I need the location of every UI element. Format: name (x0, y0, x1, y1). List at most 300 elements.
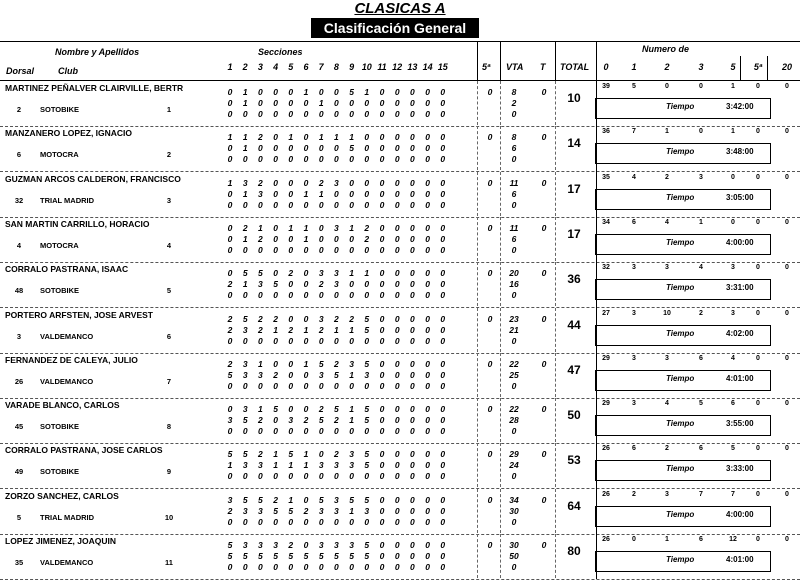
rider-club: TRIAL MADRID (40, 195, 95, 205)
section-score: 0 (273, 87, 278, 97)
vta-value: 50 (509, 551, 519, 561)
section-score: 0 (303, 98, 309, 108)
section-score: 0 (288, 143, 294, 154)
section-score: 0 (318, 562, 324, 572)
section-score: 2 (334, 449, 339, 460)
section-score: 0 (334, 471, 339, 482)
numero-value: 12 (729, 536, 737, 543)
t-value: 0 (541, 313, 547, 324)
section-score: 1 (273, 449, 278, 460)
section-score: 3 (258, 188, 263, 199)
section-score: 2 (318, 177, 324, 188)
rider-dorsal: 32 (14, 195, 24, 205)
tiempo-value: 3:33:00 (726, 464, 754, 474)
total-value: 47 (567, 362, 581, 377)
column-divider (477, 81, 478, 125)
section-score: 0 (425, 244, 430, 255)
section-header-7: 7 (318, 62, 324, 72)
section-score: 0 (273, 132, 278, 143)
section-score: 0 (440, 233, 446, 244)
section-score: 0 (227, 516, 233, 527)
section-score: 0 (425, 426, 430, 437)
section-score: 0 (349, 199, 354, 210)
numero-value: 0 (699, 83, 703, 90)
t-value: 0 (541, 540, 547, 550)
section-score: 5 (364, 551, 370, 561)
section-score: 0 (318, 222, 324, 233)
section-score: 0 (410, 324, 415, 335)
numero-block-divider (596, 81, 597, 579)
section-score: 1 (242, 132, 248, 143)
column-divider (500, 262, 501, 306)
section-score: 1 (303, 87, 309, 97)
section-score: 0 (394, 177, 400, 188)
section-score: 5 (242, 494, 248, 505)
section-score: 5 (242, 551, 248, 561)
section-score: 0 (425, 233, 430, 244)
section-score: 0 (440, 154, 446, 165)
section-score: 1 (288, 222, 294, 233)
section-header-5: 5 (288, 62, 294, 72)
section-score: 0 (410, 87, 415, 97)
column-divider (555, 443, 556, 487)
section-score: 0 (364, 380, 370, 391)
quinta-value: 0 (487, 494, 493, 505)
numero-value: 0 (632, 536, 636, 543)
section-header-10: 10 (361, 62, 372, 72)
tiempo-value: 3:55:00 (726, 419, 754, 429)
section-score: 0 (364, 132, 370, 143)
section-score: 3 (258, 460, 263, 471)
section-header-1: 1 (227, 62, 233, 72)
section-score: 1 (303, 233, 309, 244)
section-score: 0 (394, 268, 400, 279)
section-score: 0 (379, 551, 385, 561)
section-score: 0 (318, 154, 324, 165)
section-score: 0 (334, 516, 339, 527)
section-score: 0 (303, 471, 309, 482)
column-divider (500, 443, 501, 487)
section-score: 0 (273, 98, 278, 108)
quinta-value: 0 (487, 540, 493, 550)
t-value: 0 (541, 177, 547, 188)
section-score: 0 (394, 290, 400, 301)
numero-value: 3 (632, 264, 636, 272)
column-divider (500, 308, 501, 352)
section-score: 3 (334, 177, 339, 188)
rider-club: SOTOBIKE (40, 105, 80, 114)
section-score: 0 (258, 98, 263, 108)
section-score: 0 (364, 143, 370, 154)
tiempo-label: Tiempo (666, 192, 695, 202)
section-score: 2 (227, 505, 233, 516)
section-score: 0 (425, 562, 430, 572)
section-score: 5 (242, 313, 248, 324)
section-score: 3 (334, 505, 339, 516)
section-score: 0 (258, 290, 263, 301)
numero-value: 3 (731, 309, 735, 317)
column-divider (555, 534, 556, 578)
section-score: 1 (349, 268, 354, 279)
vta-value: 0 (511, 516, 517, 527)
section-score: 0 (425, 188, 430, 199)
column-divider (477, 262, 478, 306)
section-score: 0 (425, 335, 430, 346)
column-divider (500, 126, 501, 170)
vta-value: 11 (509, 177, 519, 188)
section-score: 0 (273, 358, 278, 369)
column-divider (477, 489, 478, 533)
section-score: 5 (258, 551, 263, 561)
section-score: 0 (379, 87, 385, 97)
tiempo-label: Tiempo (666, 555, 695, 564)
section-score: 1 (258, 222, 263, 233)
rider-position: 7 (166, 376, 172, 386)
vta-value: 0 (511, 290, 517, 301)
section-score: 3 (258, 369, 263, 380)
section-score: 0 (394, 540, 400, 550)
section-score: 3 (242, 369, 248, 380)
section-score: 0 (410, 358, 415, 369)
section-score: 0 (440, 98, 446, 108)
section-score: 0 (425, 449, 430, 460)
section-score: 0 (379, 279, 385, 290)
section-score: 0 (242, 516, 248, 527)
column-divider (477, 353, 478, 397)
numero-value: 1 (731, 83, 735, 90)
section-score: 0 (303, 540, 309, 550)
column-divider (500, 217, 501, 261)
section-score: 2 (334, 415, 339, 426)
header-divider (596, 42, 597, 80)
numero-value: 39 (602, 83, 610, 90)
section-score: 0 (318, 426, 324, 437)
section-score: 0 (273, 426, 278, 437)
section-score: 0 (394, 222, 400, 233)
vta-value: 0 (511, 380, 517, 391)
section-score: 0 (410, 426, 415, 437)
section-score: 0 (303, 404, 309, 415)
rider-name: CORRALO PASTRANA, JOSE CARLOS (5, 445, 163, 456)
section-score: 2 (258, 132, 263, 143)
rider-club: MOTOCRA (40, 150, 79, 160)
tiempo-box (595, 460, 771, 481)
section-score: 1 (303, 222, 309, 233)
section-score: 0 (425, 460, 430, 471)
rider-position: 1 (166, 105, 172, 114)
section-score: 1 (242, 233, 248, 244)
numero-value: 6 (699, 354, 703, 362)
section-score: 0 (394, 244, 400, 255)
section-score: 0 (394, 426, 400, 437)
section-score: 1 (318, 98, 324, 108)
section-score: 2 (334, 358, 339, 369)
section-score: 0 (410, 313, 415, 324)
section-score: 0 (440, 551, 446, 561)
section-score: 0 (394, 471, 400, 482)
section-score: 3 (334, 279, 339, 290)
section-score: 5 (318, 415, 324, 426)
column-divider (555, 217, 556, 261)
numero-value: 29 (602, 400, 610, 408)
section-score: 1 (349, 132, 354, 143)
vta-value: 6 (511, 233, 517, 244)
section-score: 0 (410, 369, 415, 380)
section-score: 1 (364, 268, 370, 279)
numero-header-1: 0 (603, 62, 609, 72)
section-score: 0 (379, 516, 385, 527)
numero-value: 0 (665, 83, 669, 90)
numero-value: 35 (602, 173, 610, 181)
tiempo-value: 4:00:00 (726, 237, 754, 247)
rider-row (0, 443, 800, 489)
section-score: 0 (440, 244, 446, 255)
section-score: 0 (288, 335, 294, 346)
section-score: 0 (394, 449, 400, 460)
numero-value: 0 (756, 445, 760, 453)
rider-row (0, 262, 800, 308)
section-score: 1 (349, 324, 354, 335)
vta-value: 25 (509, 369, 519, 380)
section-score: 0 (364, 154, 370, 165)
section-score: 0 (318, 233, 324, 244)
column-divider (555, 353, 556, 397)
rider-name: VARADE BLANCO, CARLOS (5, 400, 120, 411)
section-score: 0 (410, 199, 415, 210)
numero-value: 5 (632, 83, 636, 90)
numero-value: 3 (699, 173, 703, 181)
section-score: 0 (349, 516, 354, 527)
section-score: 0 (334, 244, 339, 255)
section-score: 0 (288, 244, 294, 255)
section-score: 1 (303, 358, 309, 369)
section-score: 5 (349, 143, 354, 154)
section-score: 0 (364, 516, 370, 527)
numero-value: 36 (602, 128, 610, 136)
section-score: 0 (425, 540, 430, 550)
section-score: 0 (379, 540, 385, 550)
section-header-2: 2 (242, 62, 248, 72)
section-header-8: 8 (333, 62, 339, 72)
section-score: 0 (334, 109, 339, 119)
section-score: 0 (425, 279, 430, 290)
section-score: 0 (303, 279, 309, 290)
section-score: 0 (227, 109, 233, 119)
column-divider (477, 217, 478, 261)
numero-value: 0 (785, 490, 789, 498)
total-value: 53 (567, 453, 581, 468)
numero-value: 0 (756, 173, 760, 181)
vta-value: 6 (511, 188, 517, 199)
numero-value: 0 (785, 218, 789, 226)
section-score: 0 (379, 380, 385, 391)
section-score: 1 (349, 222, 354, 233)
column-divider (555, 172, 556, 216)
section-score: 0 (394, 516, 400, 527)
rider-dorsal: 49 (14, 467, 24, 477)
vta-value: 30 (509, 505, 519, 516)
column-divider (555, 262, 556, 306)
section-score: 0 (440, 324, 446, 335)
section-score: 0 (227, 335, 233, 346)
t-value: 0 (541, 87, 547, 97)
tiempo-label: Tiempo (666, 237, 695, 247)
section-score: 0 (394, 335, 400, 346)
section-score: 0 (394, 132, 400, 143)
numero-value: 1 (731, 128, 735, 136)
section-score: 0 (394, 494, 400, 505)
section-score: 2 (318, 324, 324, 335)
section-score: 2 (318, 279, 324, 290)
section-score: 0 (273, 188, 278, 199)
quinta-value: 0 (487, 222, 493, 233)
tiempo-value: 3:05:00 (726, 192, 754, 202)
section-score: 2 (227, 313, 233, 324)
section-score: 0 (364, 109, 370, 119)
tiempo-value: 4:02:00 (726, 328, 754, 338)
section-score: 1 (273, 324, 278, 335)
section-score: 0 (288, 426, 294, 437)
rider-row (0, 534, 800, 580)
section-score: 0 (440, 268, 446, 279)
section-score: 0 (410, 279, 415, 290)
section-score: 0 (288, 154, 294, 165)
section-score: 0 (227, 562, 233, 572)
header-divider (555, 42, 556, 80)
section-score: 0 (303, 199, 309, 210)
section-score: 0 (334, 562, 339, 572)
section-score: 5 (334, 369, 339, 380)
section-score: 0 (379, 471, 385, 482)
tiempo-box (595, 189, 771, 210)
section-score: 0 (242, 471, 248, 482)
numero-header-4: 3 (698, 62, 704, 72)
vta-value: 0 (511, 335, 517, 346)
section-score: 0 (440, 449, 446, 460)
header-divider (500, 42, 501, 80)
section-score: 2 (364, 222, 370, 233)
section-score: 0 (440, 426, 446, 437)
section-score: 0 (394, 358, 400, 369)
section-score: 0 (364, 471, 370, 482)
section-score: 0 (303, 494, 309, 505)
section-score: 0 (334, 380, 339, 391)
rider-name: PORTERO ARFSTEN, JOSE ARVEST (5, 309, 153, 320)
rider-position: 9 (166, 467, 172, 477)
header-vta: VTA (506, 62, 524, 72)
numero-value: 0 (756, 536, 760, 543)
column-divider (500, 81, 501, 125)
section-score: 0 (410, 109, 415, 119)
section-score: 5 (242, 268, 248, 279)
section-score: 0 (364, 562, 370, 572)
section-score: 0 (227, 380, 233, 391)
section-score: 1 (334, 132, 339, 143)
vta-value: 22 (509, 404, 519, 415)
section-header-4: 4 (273, 62, 279, 72)
numero-value: 6 (632, 445, 636, 453)
numero-value: 29 (602, 354, 610, 362)
section-score: 5 (288, 551, 294, 561)
section-score: 0 (410, 268, 415, 279)
section-score: 0 (440, 87, 446, 97)
section-score: 0 (440, 279, 446, 290)
section-score: 0 (379, 415, 385, 426)
header-t: T (540, 62, 546, 72)
section-score: 1 (242, 188, 248, 199)
section-score: 0 (242, 380, 248, 391)
vta-value: 23 (509, 313, 519, 324)
section-score: 0 (273, 154, 278, 165)
section-score: 0 (303, 380, 309, 391)
section-score: 2 (349, 313, 354, 324)
section-score: 0 (227, 233, 233, 244)
header-numero-de: Numero de (642, 44, 690, 54)
vta-value: 0 (511, 109, 517, 119)
section-score: 0 (379, 290, 385, 301)
section-score: 2 (303, 505, 309, 516)
section-score: 5 (242, 449, 248, 460)
section-score: 0 (425, 404, 430, 415)
numero-value: 6 (699, 445, 703, 453)
section-score: 0 (410, 244, 415, 255)
numero-value: 0 (756, 218, 760, 226)
section-score: 0 (318, 290, 324, 301)
total-value: 50 (567, 408, 581, 423)
section-score: 3 (273, 540, 278, 550)
section-score: 3 (258, 279, 263, 290)
section-score: 0 (410, 132, 415, 143)
tiempo-box (595, 551, 771, 572)
tiempo-value: 3:31:00 (726, 283, 754, 293)
section-score: 0 (440, 188, 446, 199)
section-score: 3 (258, 505, 263, 516)
section-header-12: 12 (392, 62, 403, 72)
section-score: 0 (379, 505, 385, 516)
vta-value: 24 (509, 460, 519, 471)
rider-row (0, 126, 800, 172)
section-score: 2 (288, 540, 294, 550)
section-score: 0 (379, 233, 385, 244)
numero-value: 26 (602, 445, 610, 453)
section-score: 0 (440, 222, 446, 233)
section-score: 0 (440, 380, 446, 391)
section-score: 5 (303, 551, 309, 561)
section-score: 0 (364, 426, 370, 437)
column-divider (555, 398, 556, 442)
section-score: 5 (288, 505, 294, 516)
section-score: 0 (227, 199, 233, 210)
section-score: 0 (379, 562, 385, 572)
section-score: 0 (258, 380, 263, 391)
numero-value: 0 (785, 173, 789, 181)
section-score: 0 (303, 143, 309, 154)
section-score: 0 (258, 87, 263, 97)
section-score: 5 (349, 551, 354, 561)
vta-value: 28 (509, 415, 519, 426)
rider-position: 11 (165, 558, 173, 567)
section-score: 2 (364, 233, 370, 244)
section-score: 0 (379, 132, 385, 143)
section-score: 3 (349, 460, 354, 471)
vta-value: 22 (509, 358, 519, 369)
tiempo-value: 3:48:00 (726, 147, 754, 157)
section-score: 0 (258, 244, 263, 255)
section-score: 2 (258, 415, 263, 426)
rider-club: VALDEMANCO (40, 331, 94, 341)
header-quinta: 5ª (482, 62, 491, 72)
section-score: 0 (425, 87, 430, 97)
